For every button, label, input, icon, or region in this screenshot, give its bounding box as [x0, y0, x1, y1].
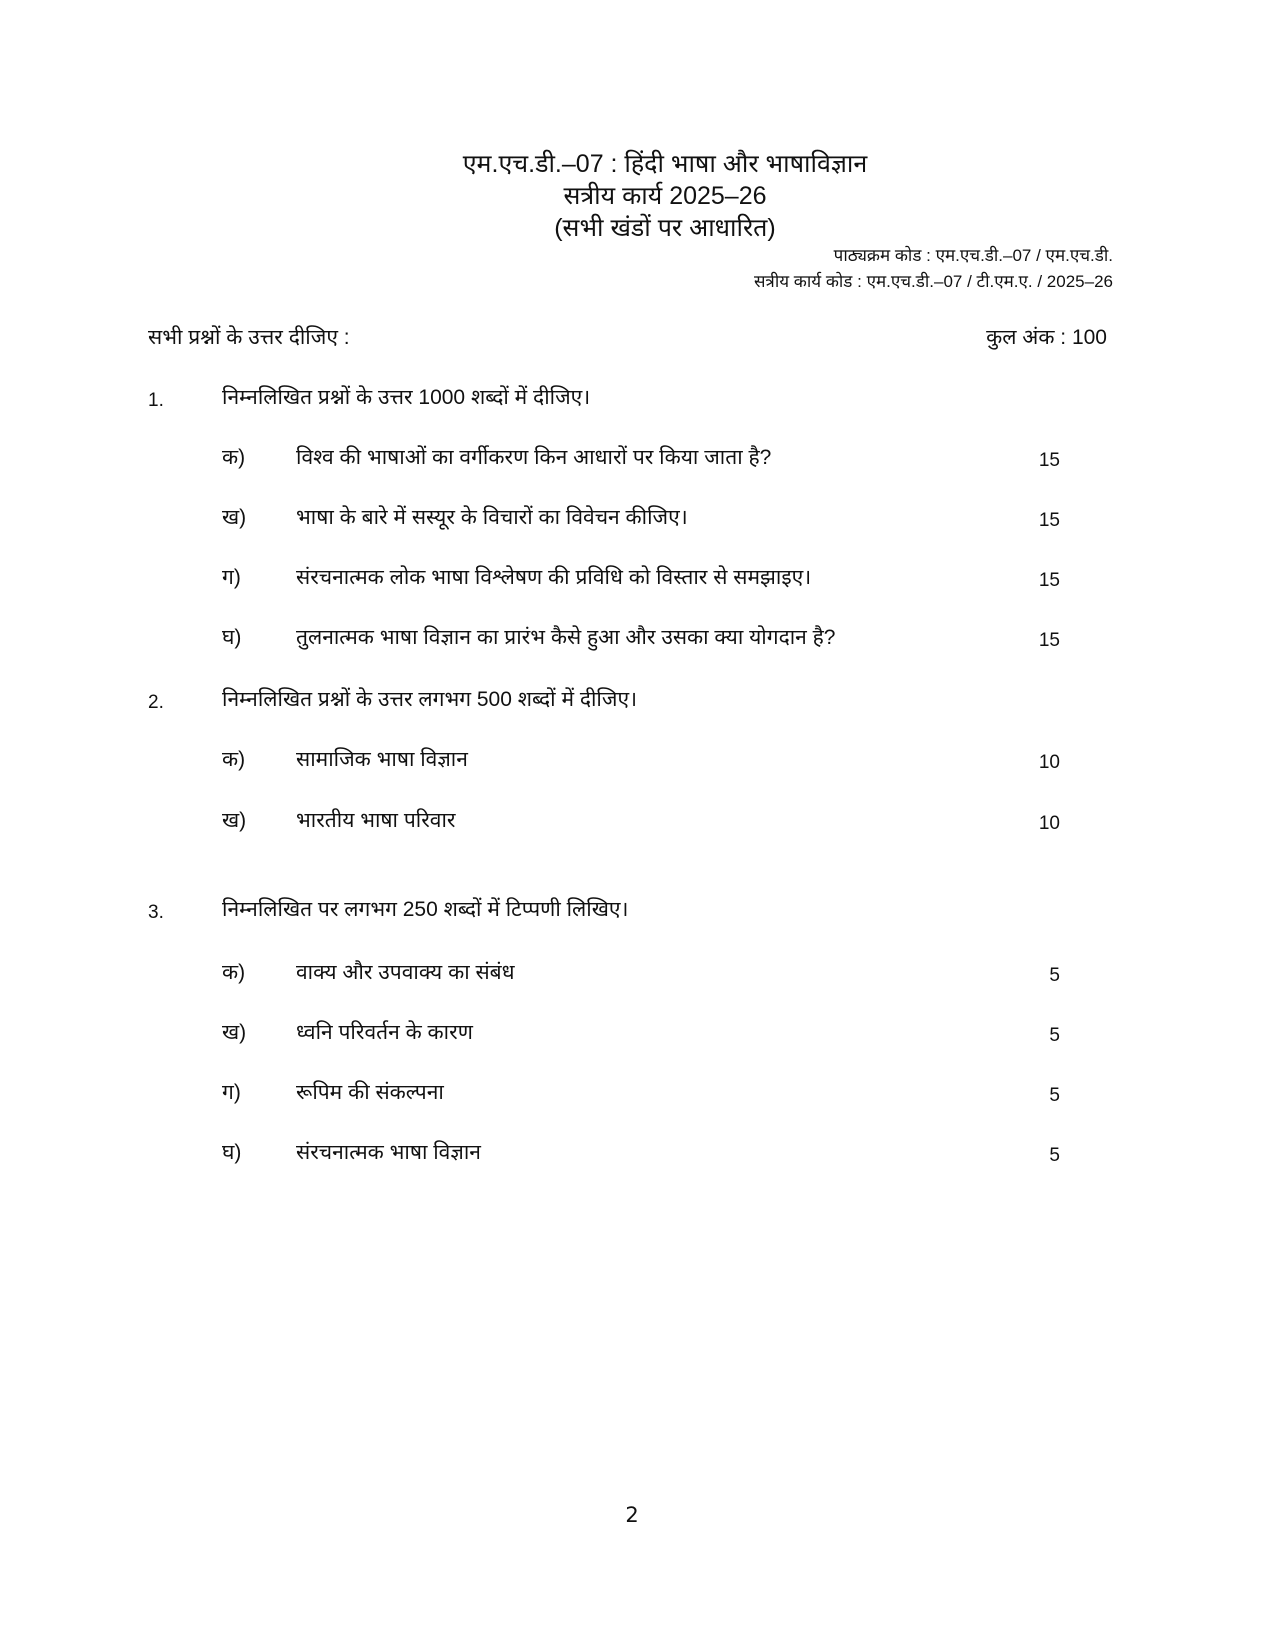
sub-question-text: ध्वनि परिवर्तन के कारण [296, 1021, 473, 1044]
sub-question-letter: ख) [222, 809, 247, 832]
question-number: 2. [148, 692, 164, 713]
sub-question-marks: 15 [1038, 570, 1060, 591]
assignment-year: सत्रीय कार्य 2025–26 [563, 182, 767, 210]
sub-question-marks: 10 [1038, 752, 1060, 773]
sub-question-text: संरचनात्मक भाषा विज्ञान [296, 1141, 481, 1164]
sub-question-text: भारतीय भाषा परिवार [296, 809, 456, 832]
sub-question-letter: क) [222, 961, 246, 984]
document-title: एम.एच.डी.–07 : हिंदी भाषा और भाषाविज्ञान [462, 150, 868, 178]
question-text: निम्नलिखित प्रश्नों के उत्तर लगभग 500 शब्दों में दीजिए। [222, 688, 638, 711]
question-text: निम्नलिखित पर लगभग 250 शब्दों में टिप्पणी लिखिए। [222, 898, 629, 921]
sub-question-marks: 5 [1049, 1085, 1060, 1106]
sub-question-text: सामाजिक भाषा विज्ञान [296, 748, 468, 771]
sub-question-text: भाषा के बारे में सस्यूर के विचारों का विवेचन कीजिए। [296, 506, 688, 529]
course-code: पाठ्यक्रम कोड : एम.एच.डी.–07 / एम.एच.डी. [833, 246, 1113, 265]
sub-question-letter: ग) [222, 1081, 241, 1104]
sub-question-marks: 15 [1038, 630, 1060, 651]
sub-question-marks: 10 [1038, 813, 1060, 834]
sub-question-text: तुलनात्मक भाषा विज्ञान का प्रारंभ कैसे हुआ और उसका क्या योगदान है? [296, 626, 836, 649]
sub-question-letter: क) [222, 748, 246, 771]
sub-question-letter: ग) [222, 566, 241, 589]
question-number: 3. [148, 902, 164, 923]
sub-question-letter: घ) [222, 626, 242, 649]
sub-question-marks: 15 [1038, 510, 1060, 531]
sub-question-marks: 5 [1049, 1145, 1060, 1166]
sub-question-text: रूपिम की संकल्पना [296, 1081, 444, 1104]
question-text: निम्नलिखित प्रश्नों के उत्तर 1000 शब्दों में दीजिए। [222, 386, 591, 409]
question-number: 1. [148, 390, 164, 411]
sub-question-marks: 5 [1049, 965, 1060, 986]
assignment-scope: (सभी खंडों पर आधारित) [554, 214, 776, 242]
sub-question-marks: 5 [1049, 1025, 1060, 1046]
sub-question-text: संरचनात्मक लोक भाषा विश्लेषण की प्रविधि को विस्तार से समझाइए। [296, 566, 812, 589]
sub-question-marks: 15 [1038, 450, 1060, 471]
sub-question-letter: ख) [222, 1021, 247, 1044]
total-marks: कुल अंक : 100 [986, 326, 1107, 349]
page-number: 2 [625, 1503, 639, 1527]
sub-question-text: विश्व की भाषाओं का वर्गीकरण किन आधारों पर किया जाता है? [296, 446, 772, 469]
assignment-code: सत्रीय कार्य कोड : एम.एच.डी.–07 / टी.एम.ए. / 2025–26 [753, 272, 1113, 291]
sub-question-letter: ख) [222, 506, 247, 529]
sub-question-letter: घ) [222, 1141, 242, 1164]
sub-question-letter: क) [222, 446, 246, 469]
sub-question-text: वाक्य और उपवाक्य का संबंध [296, 961, 515, 984]
instructions-text: सभी प्रश्नों के उत्तर दीजिए : [148, 326, 350, 349]
